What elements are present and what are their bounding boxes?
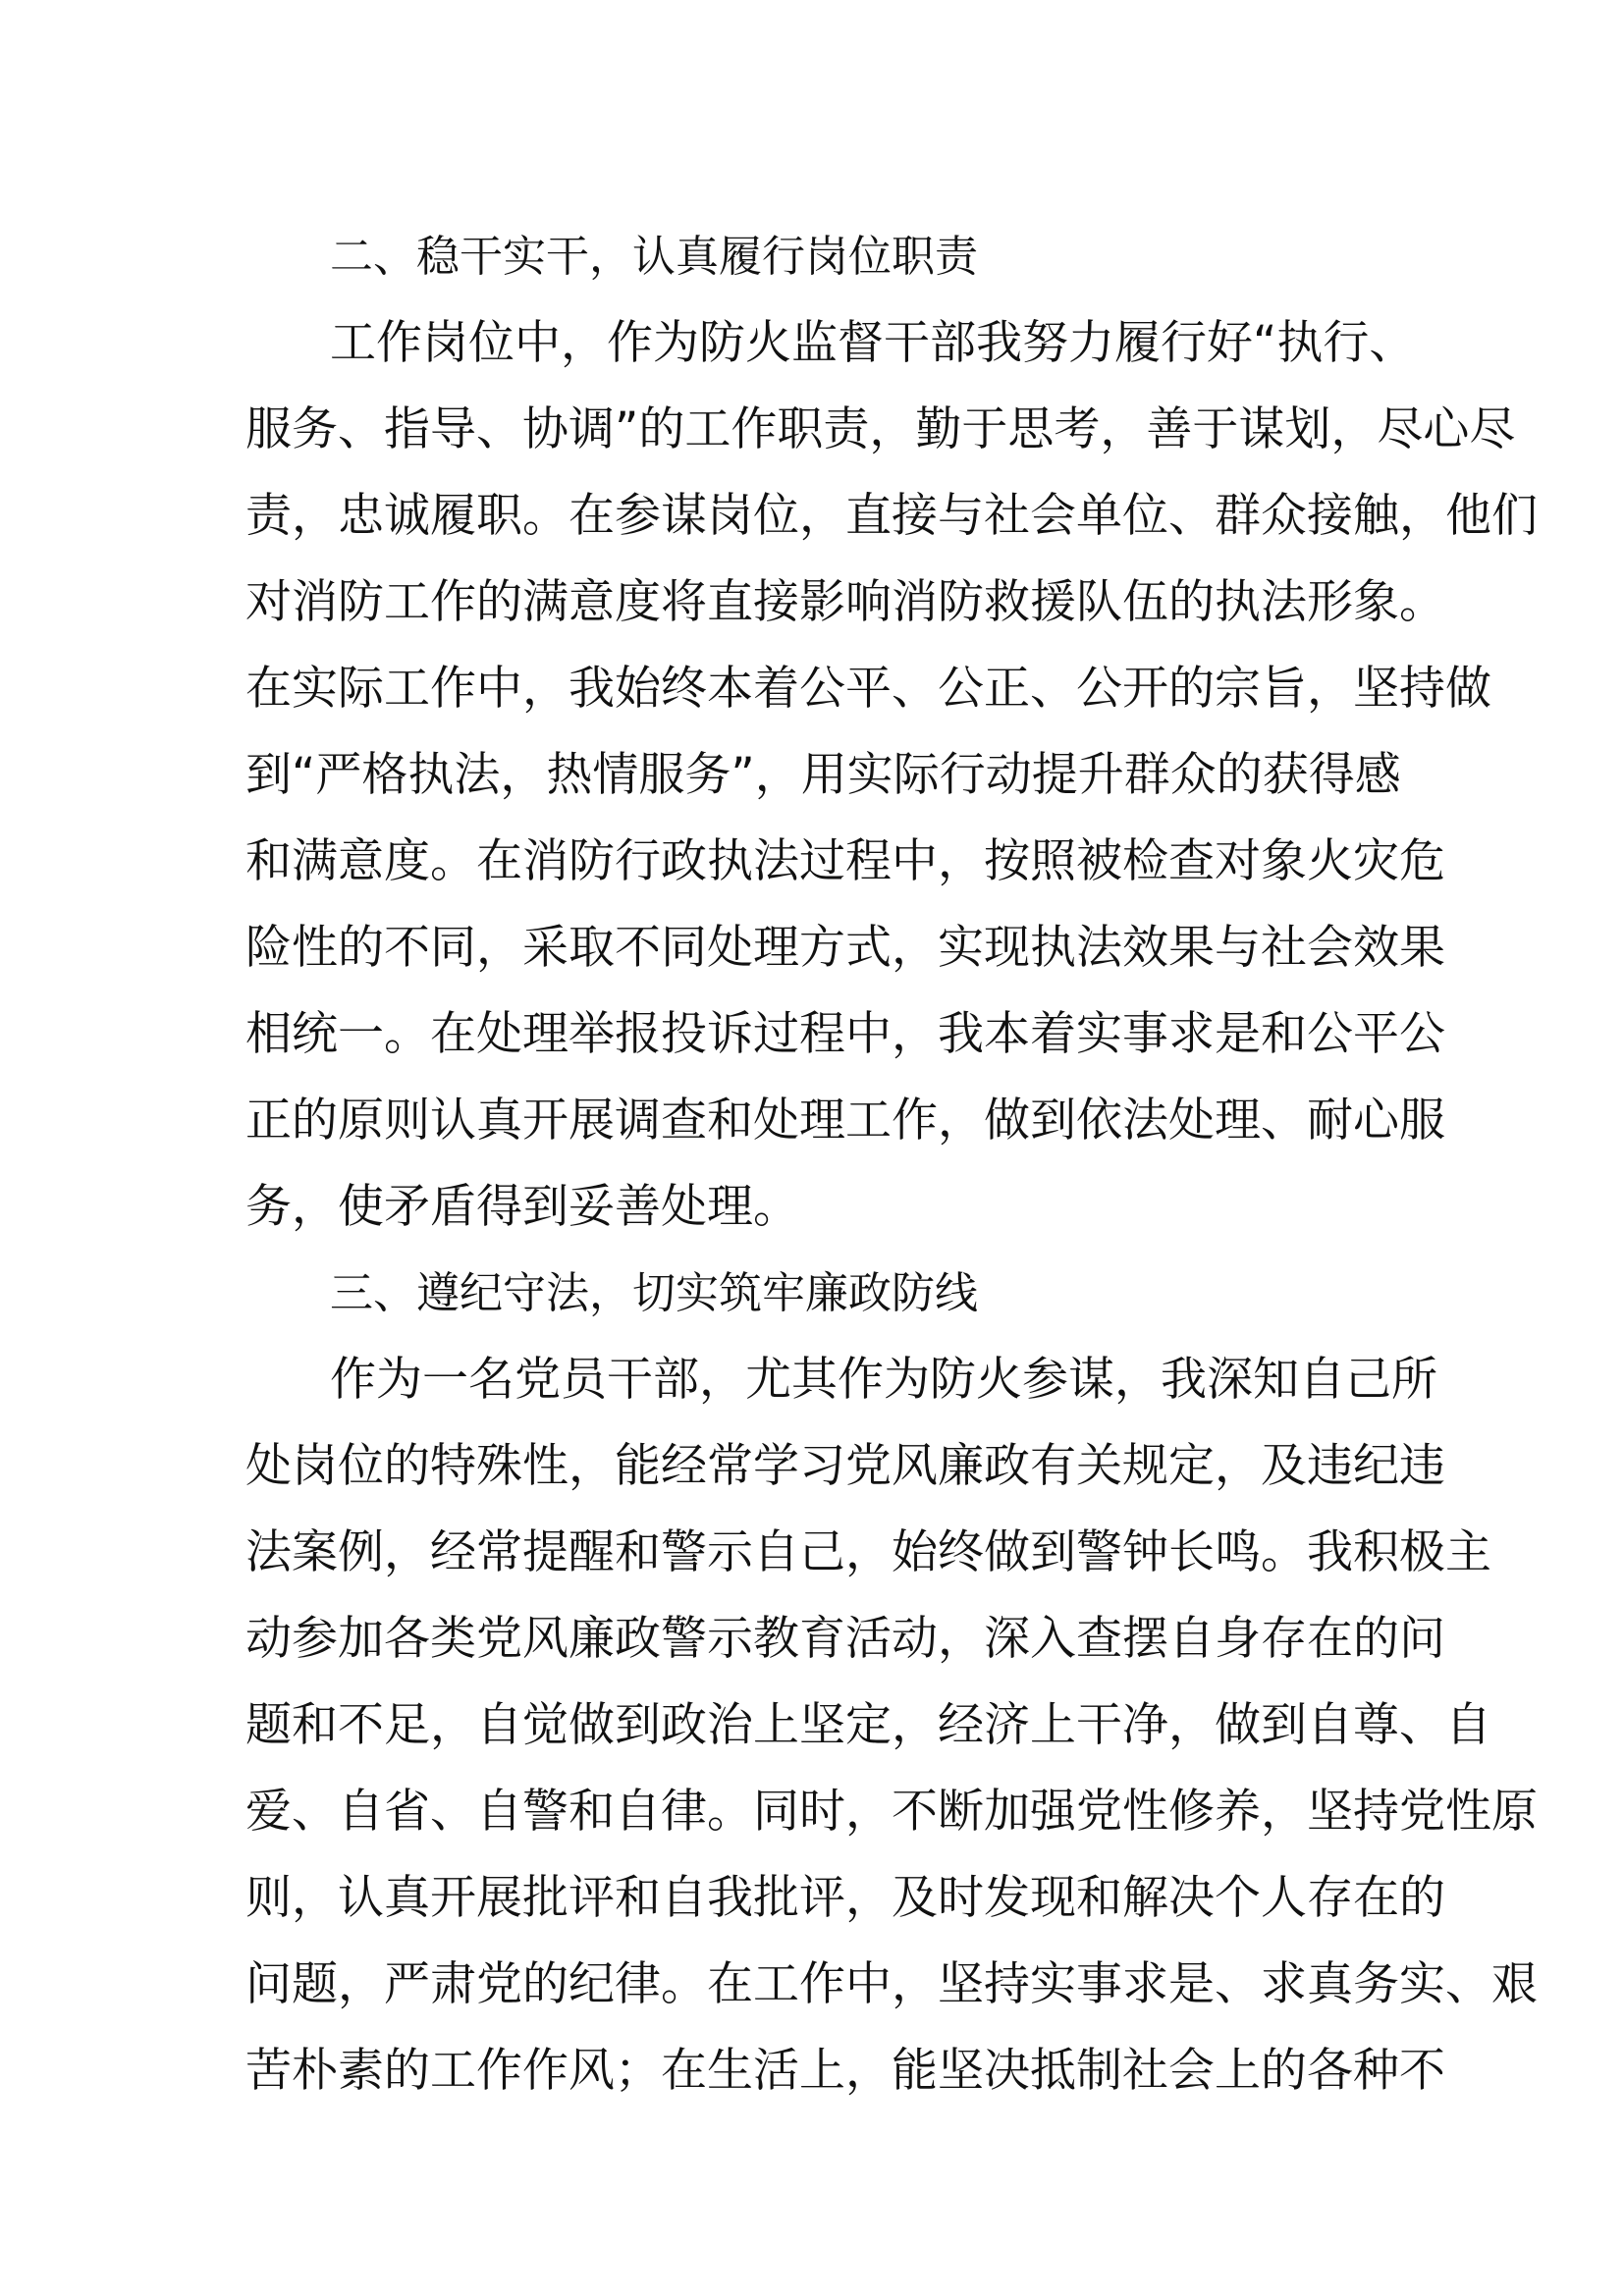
paragraph-line: 正的原则认真开展调查和处理工作，做到依法处理、耐心服 [245,1094,1445,1148]
document-body [245,214,1538,2114]
paragraph-section-2 [245,300,1538,1251]
paragraph-line: 作为一名党员干部，尤其作为防火参谋，我深知自己所 [330,1353,1437,1407]
paragraph-line: 动参加各类党风廉政警示教育活动，深入查摆自身存在的问 [245,1612,1445,1666]
paragraph-line: 工作岗位中，作为防火监督干部我努力履行好“执行、 [330,316,1416,370]
paragraph-line: 责，忠诚履职。在参谋岗位，直接与社会单位、群众接触，他们 [245,489,1538,543]
paragraph-line: 则，认真开展批评和自我批评，及时发现和解决个人存在的 [245,1871,1445,1925]
paragraph-line: 法案例，经常提醒和警示自己，始终做到警钟长鸣。我积极主 [245,1525,1491,1579]
paragraph-line: 相统一。在处理举报投诉过程中，我本着实事求是和公平公 [245,1007,1445,1061]
paragraph-line: 处岗位的特殊性，能经常学习党风廉政有关规定，及违纪违 [245,1439,1445,1493]
paragraph-line: 对消防工作的满意度将直接影响消防救援队伍的执法形象。 [245,575,1445,629]
paragraph-line: 题和不足，自觉做到政治上坚定，经济上干净，做到自尊、自 [245,1698,1491,1752]
paragraph-line: 到“严格执法，热情服务”，用实际行动提升群众的获得感 [245,748,1401,802]
paragraph-line: 在实际工作中，我始终本着公平、公正、公开的宗旨，坚持做 [245,662,1491,716]
paragraph-line: 问题，严肃党的纪律。在工作中，坚持实事求是、求真务实、艰 [245,1957,1538,2011]
paragraph-line: 和满意度。在消防行政执法过程中，按照被检查对象火灾危 [245,834,1445,888]
paragraph-line: 苦朴素的工作作风；在生活上，能坚决抵制社会上的各种不 [245,2044,1445,2098]
section-heading-2: 二、稳干实干，认真履行岗位职责 [330,232,978,282]
paragraph-line: 服务、指导、协调”的工作职责，勤于思考，善于谋划，尽心尽 [245,402,1516,456]
paragraph-section-3 [245,1337,1538,2114]
paragraph-line: 务，使矛盾得到妥善处理。 [245,1180,799,1234]
paragraph-line: 爱、自省、自警和自律。同时，不断加强党性修养，坚持党性原 [245,1785,1538,1839]
section-heading-3: 三、遵纪守法，切实筑牢廉政防线 [330,1268,978,1318]
paragraph-line: 险性的不同，采取不同处理方式，实现执法效果与社会效果 [245,921,1445,975]
